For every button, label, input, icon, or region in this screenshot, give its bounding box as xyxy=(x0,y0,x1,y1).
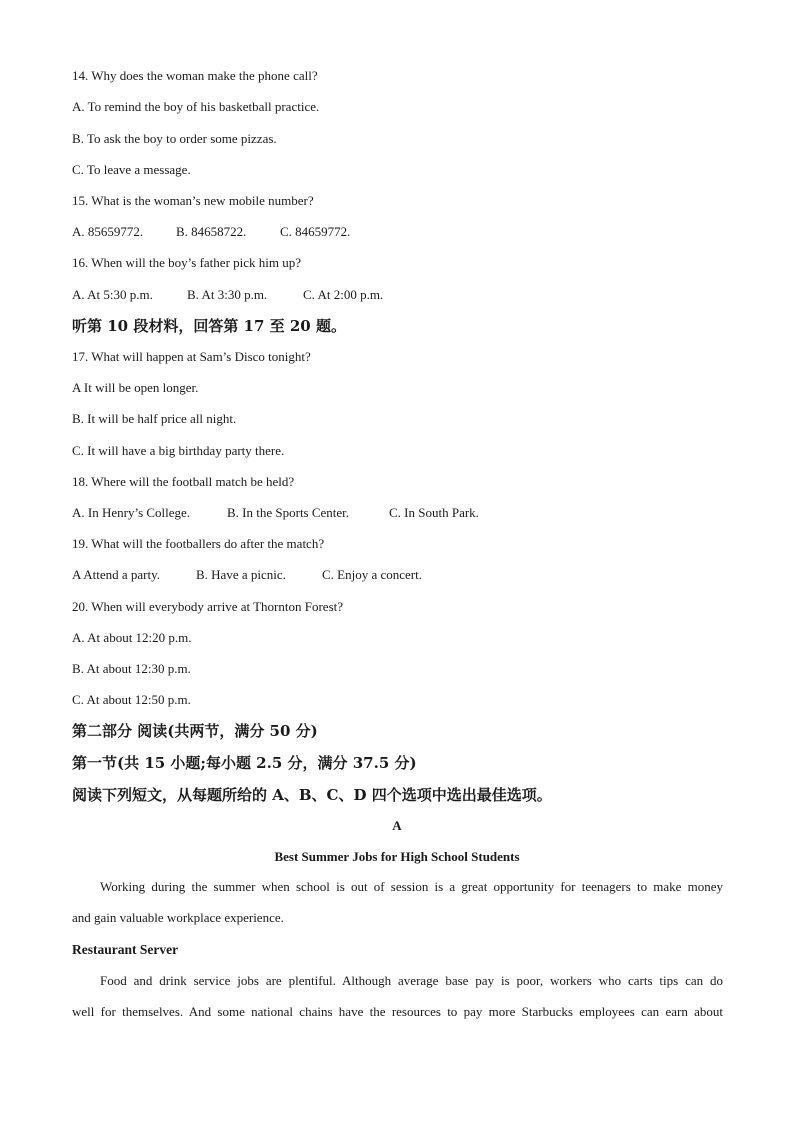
question-14-stem: 14. Why does the woman make the phone call? xyxy=(72,68,318,83)
part-2-heading: 第二部分 阅读(共两节，满分 50 分) xyxy=(72,722,318,740)
passage-title: Best Summer Jobs for High School Students xyxy=(274,849,520,864)
question-18-stem: 18. Where will the football match be held? xyxy=(72,474,295,489)
question-16-option-b: B. At 3:30 p.m. xyxy=(187,287,268,302)
question-16-option-a: A. At 5:30 p.m. xyxy=(72,287,153,302)
section-1-heading: 第一节(共 15 小题;每小题 2.5 分，满分 37.5 分) xyxy=(72,754,417,772)
passage-letter: A xyxy=(392,818,402,833)
question-16-option-c: C. At 2:00 p.m. xyxy=(303,287,384,302)
body-line-2: well for themselves. And some national chains have the resources to pay more Starbucks employees can earn about xyxy=(72,1004,723,1020)
question-19-option-c: C. Enjoy a concert. xyxy=(322,567,422,582)
question-14-option-c: C. To leave a message. xyxy=(72,162,191,177)
question-18-option-a: A. In Henry’s College. xyxy=(72,505,191,520)
question-17-option-c: C. It will have a big birthday party there. xyxy=(72,443,285,458)
section-10-heading: 听第 10 段材料，回答第 17 至 20 题。 xyxy=(72,317,346,335)
question-15-option-b: B. 84658722. xyxy=(176,224,247,239)
intro-line-1: Working during the summer when school is out of session is a great opportunity for teenagers to make money xyxy=(100,879,723,894)
question-16-options xyxy=(72,287,383,303)
question-19-stem: 19. What will the footballers do after the match? xyxy=(72,536,325,551)
question-17-option-b: B. It will be half price all night. xyxy=(72,411,237,426)
question-16-stem: 16. When will the boy’s father pick him up? xyxy=(72,255,302,270)
question-15-options xyxy=(72,224,350,240)
body-line-1: Food and drink service jobs are plentiful. Although average base pay is poor, workers who carts tips can do xyxy=(100,973,723,988)
restaurant-server-paragraph xyxy=(72,965,723,1028)
question-18-options xyxy=(72,505,479,521)
question-18-option-b: B. In the Sports Center. xyxy=(227,505,350,520)
question-19-option-a: A Attend a party. xyxy=(72,567,160,582)
question-14-option-b: B. To ask the boy to order some pizzas. xyxy=(72,131,277,146)
question-19-options xyxy=(72,567,422,583)
question-19-option-b: B. Have a picnic. xyxy=(196,567,286,582)
question-15-option-a: A. 85659772. xyxy=(72,224,144,239)
question-20-stem: 20. When will everybody arrive at Thornton Forest? xyxy=(72,599,344,614)
intro-line-2: and gain valuable workplace experience. xyxy=(72,910,284,926)
question-20-option-b: B. At about 12:30 p.m. xyxy=(72,661,191,676)
reading-instruction: 阅读下列短文，从每题所给的 A、B、C、D 四个选项中选出最佳选项。 xyxy=(72,786,552,804)
question-17-option-a: A It will be open longer. xyxy=(72,380,199,395)
question-18-option-c: C. In South Park. xyxy=(389,505,479,520)
question-17-stem: 17. What will happen at Sam’s Disco tonight? xyxy=(72,349,311,364)
question-15-option-c: C. 84659772. xyxy=(280,224,351,239)
restaurant-server-subheading: Restaurant Server xyxy=(72,942,179,957)
intro-paragraph xyxy=(72,871,723,934)
question-20-option-a: A. At about 12:20 p.m. xyxy=(72,630,192,645)
question-15-stem: 15. What is the woman’s new mobile number? xyxy=(72,193,314,208)
question-14-option-a: A. To remind the boy of his basketball practice. xyxy=(72,99,320,114)
question-20-option-c: C. At about 12:50 p.m. xyxy=(72,692,191,707)
